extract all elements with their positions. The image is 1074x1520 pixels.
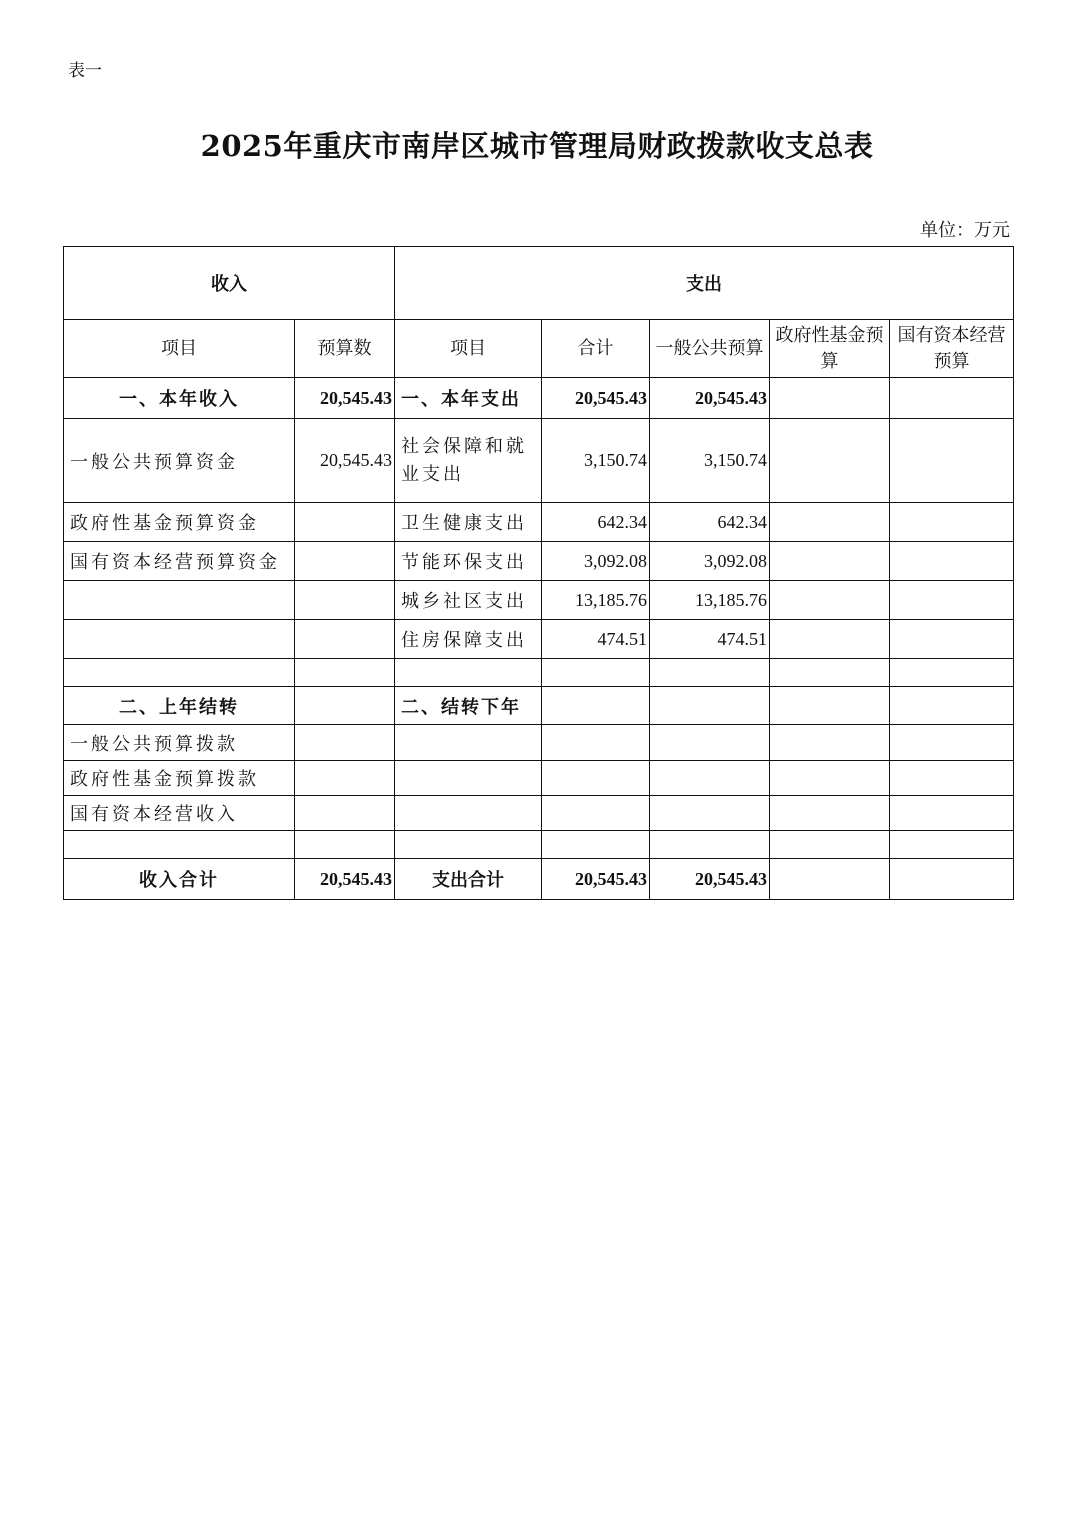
gov-fund-cell bbox=[770, 503, 890, 542]
expense-total-cell bbox=[542, 831, 650, 859]
expense-total-cell bbox=[542, 761, 650, 796]
expense-item-cell: 二、结转下年 bbox=[395, 687, 542, 725]
income-item-cell bbox=[64, 831, 295, 859]
general-public-cell: 474.51 bbox=[650, 620, 770, 659]
gov-fund-cell bbox=[770, 859, 890, 900]
state-capital-cell bbox=[890, 831, 1014, 859]
expense-item-cell bbox=[395, 659, 542, 687]
expense-item-cell: 社会保障和就业支出 bbox=[395, 419, 542, 503]
gov-fund-cell bbox=[770, 659, 890, 687]
state-capital-cell bbox=[890, 859, 1014, 900]
gov-fund-cell bbox=[770, 542, 890, 581]
header-row-sub bbox=[64, 320, 1014, 378]
header-row-top bbox=[64, 247, 1014, 320]
table-row bbox=[64, 687, 1014, 725]
expense-item-cell: 一、本年支出 bbox=[395, 378, 542, 419]
state-capital-cell bbox=[890, 796, 1014, 831]
income-budget-header: 预算数 bbox=[295, 320, 395, 378]
income-header: 收入 bbox=[64, 247, 395, 320]
state-capital-cell bbox=[890, 378, 1014, 419]
general-public-cell bbox=[650, 796, 770, 831]
expense-total-cell: 474.51 bbox=[542, 620, 650, 659]
expense-item-cell bbox=[395, 725, 542, 761]
income-budget-cell bbox=[295, 796, 395, 831]
gov-fund-cell bbox=[770, 796, 890, 831]
table-row bbox=[64, 725, 1014, 761]
gov-fund-cell bbox=[770, 620, 890, 659]
income-budget-cell bbox=[295, 503, 395, 542]
table-row bbox=[64, 542, 1014, 581]
income-item-cell: 国有资本经营预算资金 bbox=[64, 542, 295, 581]
table-row bbox=[64, 659, 1014, 687]
gov-fund-cell bbox=[770, 687, 890, 725]
table-number-label: 表一 bbox=[68, 61, 102, 81]
income-budget-cell bbox=[295, 831, 395, 859]
income-budget-cell bbox=[295, 725, 395, 761]
general-public-cell: 3,150.74 bbox=[650, 419, 770, 503]
expense-item-cell bbox=[395, 796, 542, 831]
income-budget-cell: 20,545.43 bbox=[295, 378, 395, 419]
income-budget-cell bbox=[295, 687, 395, 725]
general-public-cell bbox=[650, 687, 770, 725]
table-row bbox=[64, 378, 1014, 419]
income-item-cell: 一般公共预算拨款 bbox=[64, 725, 295, 761]
table-row bbox=[64, 859, 1014, 900]
state-capital-cell bbox=[890, 581, 1014, 620]
expense-total-cell: 642.34 bbox=[542, 503, 650, 542]
general-public-budget-header: 一般公共预算 bbox=[650, 320, 770, 378]
expense-item-cell: 节能环保支出 bbox=[395, 542, 542, 581]
income-budget-cell: 20,545.43 bbox=[295, 419, 395, 503]
general-public-cell bbox=[650, 725, 770, 761]
expense-item-header: 项目 bbox=[395, 320, 542, 378]
expense-total-cell: 20,545.43 bbox=[542, 378, 650, 419]
income-item-header: 项目 bbox=[64, 320, 295, 378]
general-public-cell bbox=[650, 659, 770, 687]
income-budget-cell: 20,545.43 bbox=[295, 859, 395, 900]
expense-total-cell: 3,150.74 bbox=[542, 419, 650, 503]
expense-header: 支出 bbox=[395, 247, 1014, 320]
general-public-cell: 20,545.43 bbox=[650, 378, 770, 419]
expense-item-cell: 支出合计 bbox=[395, 859, 542, 900]
general-public-cell: 20,545.43 bbox=[650, 859, 770, 900]
income-item-cell: 政府性基金预算资金 bbox=[64, 503, 295, 542]
general-public-cell bbox=[650, 761, 770, 796]
state-capital-cell bbox=[890, 419, 1014, 503]
income-item-cell: 政府性基金预算拨款 bbox=[64, 761, 295, 796]
state-capital-cell bbox=[890, 687, 1014, 725]
state-capital-cell bbox=[890, 620, 1014, 659]
gov-fund-cell bbox=[770, 378, 890, 419]
table-row bbox=[64, 761, 1014, 796]
state-capital-cell bbox=[890, 725, 1014, 761]
income-budget-cell bbox=[295, 761, 395, 796]
table-row bbox=[64, 620, 1014, 659]
state-capital-cell bbox=[890, 659, 1014, 687]
expense-total-header: 合计 bbox=[542, 320, 650, 378]
gov-fund-cell bbox=[770, 761, 890, 796]
unit-label: 单位：万元 bbox=[920, 220, 1010, 241]
gov-fund-cell bbox=[770, 581, 890, 620]
state-capital-cell bbox=[890, 542, 1014, 581]
state-capital-cell bbox=[890, 503, 1014, 542]
table-row bbox=[64, 419, 1014, 503]
expense-item-cell: 城乡社区支出 bbox=[395, 581, 542, 620]
income-item-cell bbox=[64, 620, 295, 659]
table-row bbox=[64, 831, 1014, 859]
expense-total-cell bbox=[542, 725, 650, 761]
general-public-cell: 642.34 bbox=[650, 503, 770, 542]
table-row bbox=[64, 796, 1014, 831]
gov-fund-cell bbox=[770, 831, 890, 859]
income-item-cell: 国有资本经营收入 bbox=[64, 796, 295, 831]
income-budget-cell bbox=[295, 620, 395, 659]
income-item-cell: 收入合计 bbox=[64, 859, 295, 900]
income-item-cell bbox=[64, 581, 295, 620]
gov-fund-budget-header: 政府性基金预算 bbox=[770, 320, 890, 378]
expense-total-cell: 20,545.43 bbox=[542, 859, 650, 900]
expense-total-cell: 3,092.08 bbox=[542, 542, 650, 581]
income-budget-cell bbox=[295, 542, 395, 581]
expense-item-cell bbox=[395, 831, 542, 859]
expense-item-cell: 住房保障支出 bbox=[395, 620, 542, 659]
expense-item-cell bbox=[395, 761, 542, 796]
state-capital-cell bbox=[890, 761, 1014, 796]
income-item-cell bbox=[64, 659, 295, 687]
table-row bbox=[64, 581, 1014, 620]
general-public-cell: 13,185.76 bbox=[650, 581, 770, 620]
state-capital-budget-header: 国有资本经营预算 bbox=[890, 320, 1014, 378]
expense-total-cell bbox=[542, 687, 650, 725]
gov-fund-cell bbox=[770, 419, 890, 503]
expense-total-cell bbox=[542, 659, 650, 687]
expense-total-cell bbox=[542, 796, 650, 831]
income-item-cell: 一般公共预算资金 bbox=[64, 419, 295, 503]
income-budget-cell bbox=[295, 581, 395, 620]
budget-summary-table bbox=[63, 246, 1014, 900]
general-public-cell bbox=[650, 831, 770, 859]
income-item-cell: 二、上年结转 bbox=[64, 687, 295, 725]
general-public-cell: 3,092.08 bbox=[650, 542, 770, 581]
expense-total-cell: 13,185.76 bbox=[542, 581, 650, 620]
page-title: 2025年重庆市南岸区城市管理局财政拨款收支总表 bbox=[200, 129, 874, 163]
expense-item-cell: 卫生健康支出 bbox=[395, 503, 542, 542]
income-budget-cell bbox=[295, 659, 395, 687]
gov-fund-cell bbox=[770, 725, 890, 761]
table-row bbox=[64, 503, 1014, 542]
income-item-cell: 一、本年收入 bbox=[64, 378, 295, 419]
